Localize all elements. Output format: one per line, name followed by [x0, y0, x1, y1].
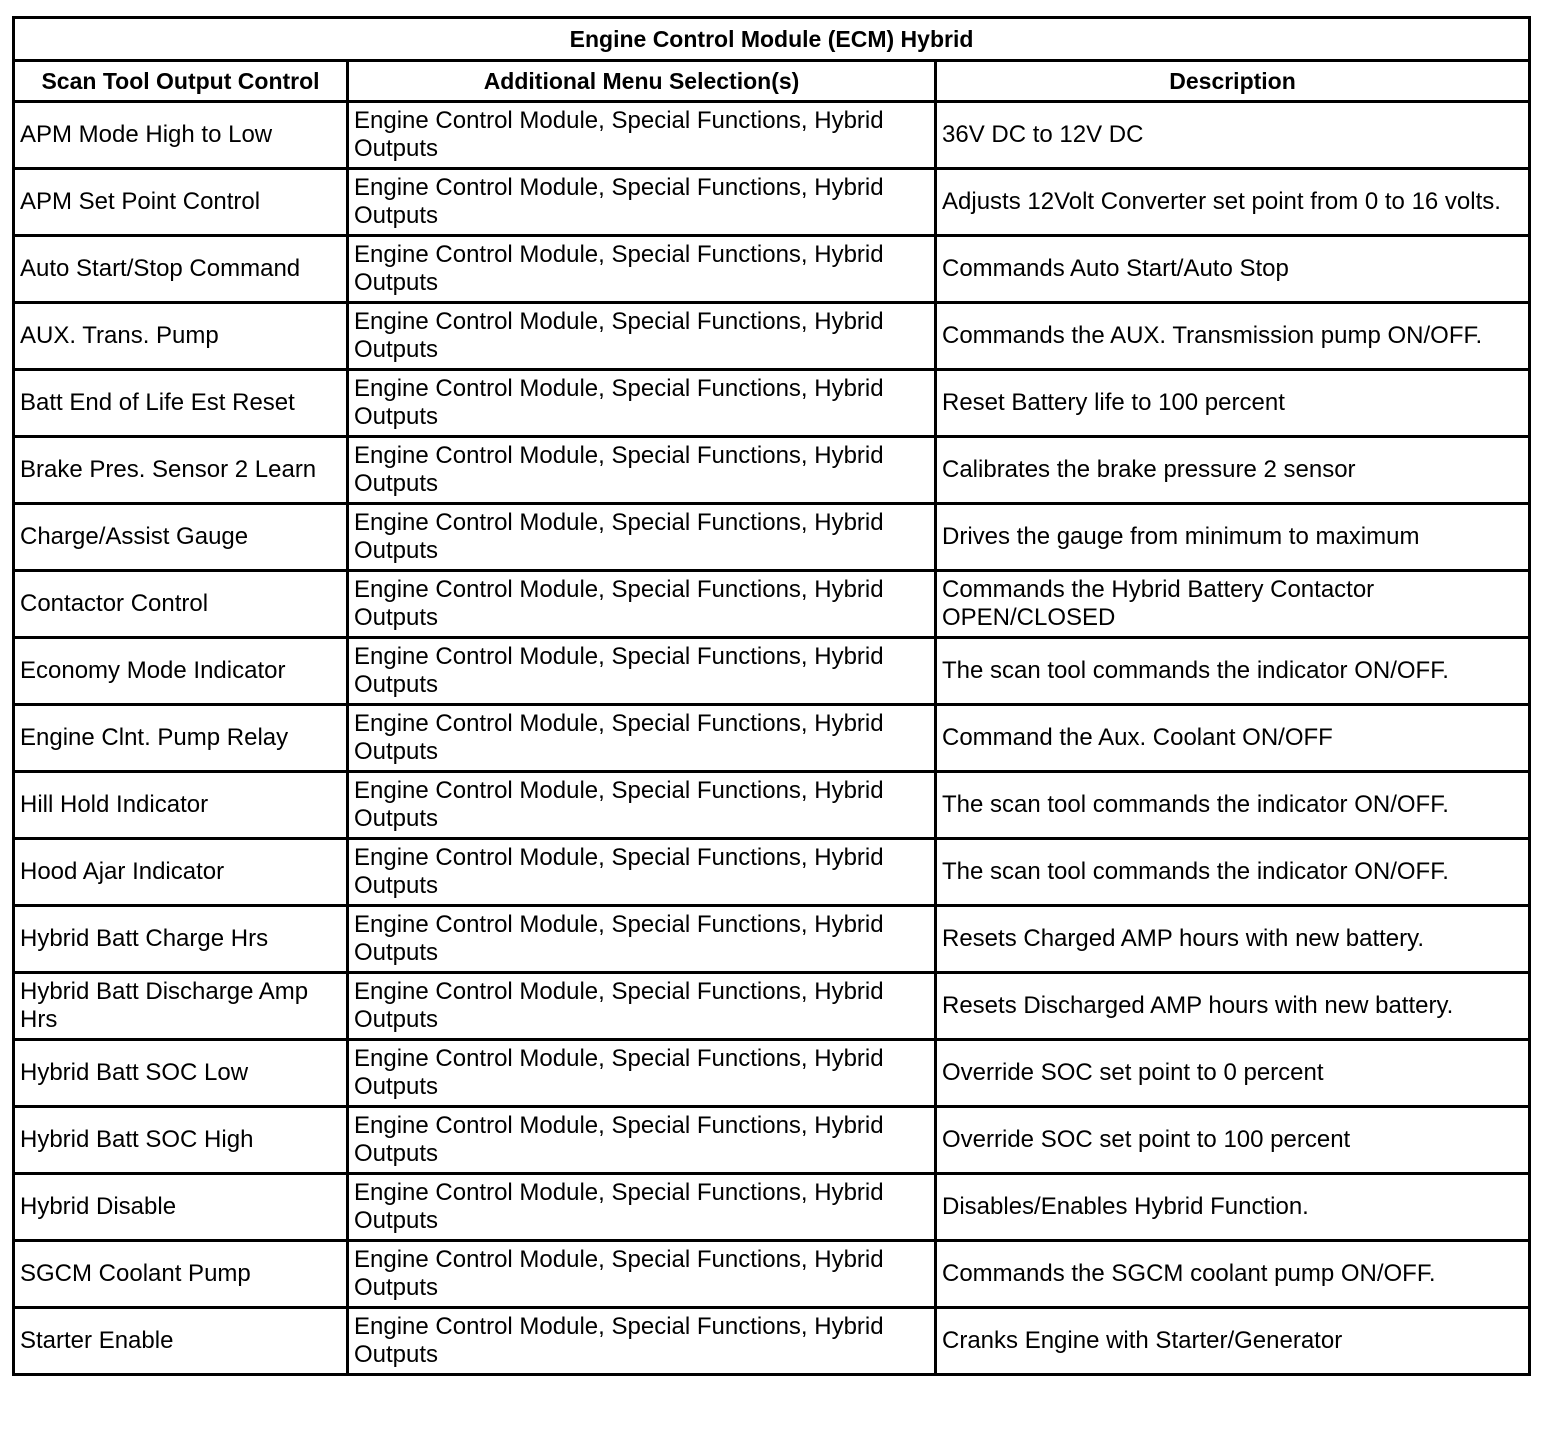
table-row — [14, 973, 1530, 1040]
menu-selection-cell: Engine Control Module, Special Functions, Hybrid Outputs — [348, 1040, 936, 1107]
output-control-cell: Hybrid Batt Charge Hrs — [14, 906, 348, 973]
table-row — [14, 571, 1530, 638]
description-cell: Commands the Hybrid Battery Contactor OPEN/CLOSED — [936, 571, 1530, 638]
table-row — [14, 1241, 1530, 1308]
table-body — [14, 102, 1530, 1375]
description-cell: Command the Aux. Coolant ON/OFF — [936, 705, 1530, 772]
output-control-cell: Economy Mode Indicator — [14, 638, 348, 705]
output-control-cell: Starter Enable — [14, 1308, 348, 1375]
output-control-cell: SGCM Coolant Pump — [14, 1241, 348, 1308]
output-control-cell: Auto Start/Stop Command — [14, 236, 348, 303]
output-control-cell: Charge/Assist Gauge — [14, 504, 348, 571]
menu-selection-cell: Engine Control Module, Special Functions, Hybrid Outputs — [348, 1107, 936, 1174]
column-header-additional-menu-selections: Additional Menu Selection(s) — [348, 61, 936, 102]
table-row — [14, 906, 1530, 973]
output-control-cell: Brake Pres. Sensor 2 Learn — [14, 437, 348, 504]
output-control-cell: Hybrid Batt SOC Low — [14, 1040, 348, 1107]
menu-selection-cell: Engine Control Module, Special Functions, Hybrid Outputs — [348, 1308, 936, 1375]
table-row — [14, 638, 1530, 705]
description-cell: Disables/Enables Hybrid Function. — [936, 1174, 1530, 1241]
menu-selection-cell: Engine Control Module, Special Functions, Hybrid Outputs — [348, 705, 936, 772]
menu-selection-cell: Engine Control Module, Special Functions, Hybrid Outputs — [348, 1241, 936, 1308]
table-row — [14, 772, 1530, 839]
menu-selection-cell: Engine Control Module, Special Functions, Hybrid Outputs — [348, 102, 936, 169]
output-control-cell: Hybrid Disable — [14, 1174, 348, 1241]
description-cell: Commands Auto Start/Auto Stop — [936, 236, 1530, 303]
table-row — [14, 102, 1530, 169]
table-row — [14, 370, 1530, 437]
output-control-cell: Hybrid Batt Discharge Amp Hrs — [14, 973, 348, 1040]
description-cell: Drives the gauge from minimum to maximum — [936, 504, 1530, 571]
menu-selection-cell: Engine Control Module, Special Functions, Hybrid Outputs — [348, 973, 936, 1040]
output-control-cell: Hybrid Batt SOC High — [14, 1107, 348, 1174]
description-cell: Commands the SGCM coolant pump ON/OFF. — [936, 1241, 1530, 1308]
table-row — [14, 705, 1530, 772]
description-cell: Override SOC set point to 100 percent — [936, 1107, 1530, 1174]
description-cell: Adjusts 12Volt Converter set point from 0 to 16 volts. — [936, 169, 1530, 236]
description-cell: The scan tool commands the indicator ON/OFF. — [936, 638, 1530, 705]
menu-selection-cell: Engine Control Module, Special Functions, Hybrid Outputs — [348, 571, 936, 638]
table-row — [14, 1174, 1530, 1241]
menu-selection-cell: Engine Control Module, Special Functions, Hybrid Outputs — [348, 303, 936, 370]
column-header-description: Description — [936, 61, 1530, 102]
description-cell: Commands the AUX. Transmission pump ON/OFF. — [936, 303, 1530, 370]
output-control-cell: Batt End of Life Est Reset — [14, 370, 348, 437]
output-control-cell: Hill Hold Indicator — [14, 772, 348, 839]
output-control-cell: Contactor Control — [14, 571, 348, 638]
menu-selection-cell: Engine Control Module, Special Functions, Hybrid Outputs — [348, 1174, 936, 1241]
output-control-cell: Engine Clnt. Pump Relay — [14, 705, 348, 772]
table-title-row — [14, 18, 1530, 61]
menu-selection-cell: Engine Control Module, Special Functions, Hybrid Outputs — [348, 504, 936, 571]
table-row — [14, 236, 1530, 303]
menu-selection-cell: Engine Control Module, Special Functions, Hybrid Outputs — [348, 370, 936, 437]
description-cell: Resets Discharged AMP hours with new battery. — [936, 973, 1530, 1040]
menu-selection-cell: Engine Control Module, Special Functions, Hybrid Outputs — [348, 906, 936, 973]
output-control-cell: APM Mode High to Low — [14, 102, 348, 169]
menu-selection-cell: Engine Control Module, Special Functions, Hybrid Outputs — [348, 772, 936, 839]
description-cell: The scan tool commands the indicator ON/OFF. — [936, 839, 1530, 906]
output-control-cell: APM Set Point Control — [14, 169, 348, 236]
table-row — [14, 169, 1530, 236]
menu-selection-cell: Engine Control Module, Special Functions, Hybrid Outputs — [348, 437, 936, 504]
menu-selection-cell: Engine Control Module, Special Functions, Hybrid Outputs — [348, 236, 936, 303]
description-cell: The scan tool commands the indicator ON/OFF. — [936, 772, 1530, 839]
table-row — [14, 303, 1530, 370]
table-row — [14, 839, 1530, 906]
table-row — [14, 504, 1530, 571]
table-header-row — [14, 61, 1530, 102]
table-row — [14, 1308, 1530, 1375]
menu-selection-cell: Engine Control Module, Special Functions, Hybrid Outputs — [348, 638, 936, 705]
description-cell: 36V DC to 12V DC — [936, 102, 1530, 169]
description-cell: Calibrates the brake pressure 2 sensor — [936, 437, 1530, 504]
ecm-hybrid-table — [12, 16, 1531, 1376]
table-row — [14, 437, 1530, 504]
column-header-scan-tool-output-control: Scan Tool Output Control — [14, 61, 348, 102]
output-control-cell: AUX. Trans. Pump — [14, 303, 348, 370]
menu-selection-cell: Engine Control Module, Special Functions, Hybrid Outputs — [348, 169, 936, 236]
description-cell: Reset Battery life to 100 percent — [936, 370, 1530, 437]
description-cell: Resets Charged AMP hours with new battery. — [936, 906, 1530, 973]
description-cell: Override SOC set point to 0 percent — [936, 1040, 1530, 1107]
table-title: Engine Control Module (ECM) Hybrid — [14, 18, 1530, 61]
output-control-cell: Hood Ajar Indicator — [14, 839, 348, 906]
description-cell: Cranks Engine with Starter/Generator — [936, 1308, 1530, 1375]
menu-selection-cell: Engine Control Module, Special Functions, Hybrid Outputs — [348, 839, 936, 906]
table-row — [14, 1107, 1530, 1174]
table-row — [14, 1040, 1530, 1107]
